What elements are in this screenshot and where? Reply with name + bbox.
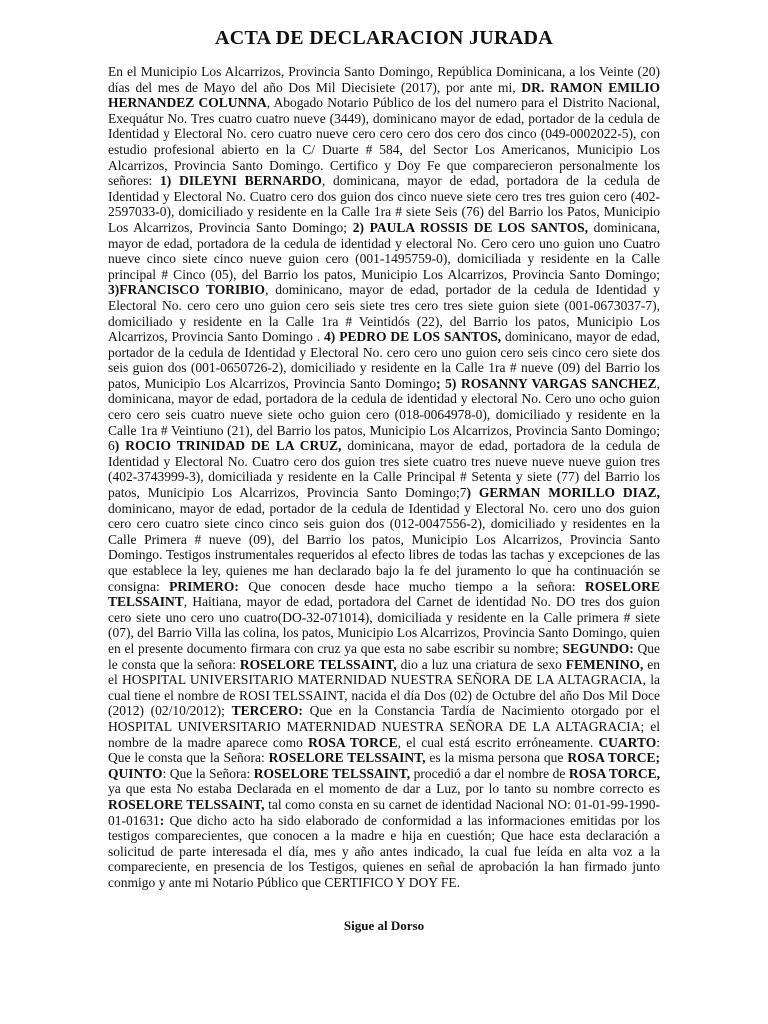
bold-text-segment: ROSELORE TELSSAINT <box>108 578 660 610</box>
bold-text-segment: ROSELORE TELSSAINT, <box>253 765 411 781</box>
bold-text-segment: 4) PEDRO DE LOS SANTOS, <box>324 329 502 345</box>
text-segment: , dominicana, mayor de edad, portadora de la cedula de identidad y electoral No. Cero uno ocho guion cero cero seis cuatro nueve siete ocho guion cero (018-0064978-0), domiciliado y residente en la Calle 1ra # Veintiuno (21), del Barrio los patos, Municipio Los Alcarrizos, Provincia Santo Domingo; 6 <box>108 375 660 454</box>
text-segment: En el Municipio Los Alcarrizos, Provincia Santo Domingo, República Dominicana, a los Veinte (20) días del mes de Mayo del año Dos Mil Diecisiete (2017), por ante mi, <box>108 64 660 95</box>
document-title: ACTA DE DECLARACION JURADA <box>214 27 553 49</box>
bold-text-segment: 2) PAULA ROSSIS DE LOS SANTOS, <box>352 219 588 235</box>
bold-text-segment: : <box>159 812 170 828</box>
text-segment: , el cual está escrito erróneamente. <box>397 734 599 750</box>
bold-text-segment: TERCERO: <box>231 703 303 719</box>
bold-text-segment: ROSELORE TELSSAINT, <box>108 796 265 812</box>
bold-text-segment: ROSA TORCE, <box>568 765 660 781</box>
text-segment: Que conocen desde hace mucho tiempo a la señora: <box>238 578 585 594</box>
text-segment: , Haitiana, mayor de edad, portadora del Carnet de identidad No. DO tres dos guion cero siete uno cero uno cuatro(DO-32-071014), domiciliada y residente en la Calle primera # siete (07), del Barrio Villa las colina, los patos, Municipio Los Alcarrizos, Provincia Santo Domingo, quien en el presente documento firmara con cruz ya que esta no sabe escribir su nombre; <box>108 594 660 656</box>
document-footer: Sigue al Dorso <box>343 918 425 933</box>
bold-text-segment: FEMENINO, <box>565 656 644 672</box>
text-segment: dominicana, mayor de edad, portadora de la cedula de identidad y electoral No. Cero cero uno guion uno Cuatro nueve cinco siete cinco nueve guion cero (001-1495759-0), domiciliada y residente en la Calle principal # Cinco (05), del Barrio los patos, Municipio Los Alcarrizos, Provincia Santo Domingo; <box>108 219 660 282</box>
text-segment: Que en la Constancia Tardía de Nacimiento otorgado por el HOSPITAL UNIVERSITARIO MATERNIDAD NUESTRA SEÑORA DE LA ALTAGRACIA; el nombre de la madre aparece como <box>108 703 660 750</box>
text-segment: procedió a dar el nombre de <box>410 765 569 781</box>
text-segment: , Abogado Notario Público de los del numero para el Distrito Nacional, Exequátur No. Tres cuatro cuatro nueve (3449), dominicano mayor de edad, portador de la cedula de Identidad y Electoral No. cero cuatro nueve cero cero cero dos cero dos cinco (049-0002022-5), con estudio profesional abierto en la C/ Duarte # 584, del Sector Los Americanos, Municipio Los Alcarrizos, Provincia Santo Domingo. Certifico y Doy Fe que comparecieron personalmente los señores: <box>108 95 661 189</box>
text-segment: Que dicho acto ha sido elaborado de conformidad a las informaciones emitidas por los testigos comparecientes, que conocen a la madre e hija en cuestión; Que hace esta declaración a solicitud de parte interesada el día, mes y año antes indicado, la cual fue leída en alta voz a la compareciente, en presencia de los Testigos, quienes en señal de aprobación la han firmado junto conmigo y ante mi Notario Público que CERTIFICO Y DOY FE. <box>108 812 660 890</box>
text-segment: es la misma persona que <box>425 750 568 766</box>
text-segment: ya que esta No estaba Declarada en el momento de dar a Luz, por lo tanto su nombre correcto es <box>108 781 660 797</box>
text-segment: en el HOSPITAL UNIVERSITARIO MATERNIDAD NUESTRA SEÑORA DE LA ALTAGRACIA, la cual tiene el nombre de ROSI TELSSAINT, nacida el día Dos (02) de Octubre del año Dos Mil Doce (2012) (02/10/2012); <box>108 656 661 719</box>
bold-text-segment: ROSA TORCE <box>308 734 398 750</box>
bold-text-segment: 1) DILEYNI BERNARDO <box>160 173 322 189</box>
text-segment: tal como consta en su carnet de identidad Nacional NO: 01-01-99-1990-01-01631 <box>108 796 660 828</box>
text-segment: dio a luz una criatura de sexo <box>396 656 566 672</box>
bold-text-segment: ) GERMAN MORILLO DIAZ, <box>466 485 660 501</box>
bold-text-segment: ROSELORE TELSSAINT, <box>239 656 397 672</box>
text-segment: Que le consta que la señora: <box>108 640 660 672</box>
bold-text-segment: DR. RAMON EMILIO HERNANDEZ COLUNNA <box>108 79 660 111</box>
text-segment: dominicano, mayor de edad, portador de la cedula de Identidad y Electoral No. cero cero uno guion cero seis cinco cero siete dos seis guion dos (001-0650726-2), domiciliado y residente en la Calle 1ra # nueve (09) del Barrio los patos, Municipio Los Alcarrizos, Provincia Santo Domingo <box>108 329 660 391</box>
text-segment: dominicana, mayor de edad, portadora de la cedula de Identidad y Electoral No. Cuatro cero dos guion tres siete cuatro tres nueve nueve nueve guion tres (402-3743999-3), domiciliada y residente en la Calle Principal # Setenta y siete (77) del Barrio los patos, Municipio Los Alcarrizos, Provincia Santo Domingo;7 <box>108 438 661 501</box>
bold-text-segment: ROSA TORCE; QUINTO <box>108 750 661 781</box>
text-segment: : Que la Señora: <box>162 765 254 781</box>
document-body <box>108 64 660 890</box>
bold-text-segment: 3)FRANCISCO TORIBIO <box>108 282 266 298</box>
bold-text-segment: SEGUNDO: <box>562 640 634 656</box>
bold-text-segment: ROSELORE TELSSAINT, <box>268 750 426 766</box>
text-segment: , dominicana, mayor de edad, portadora de la cedula de Identidad y Electoral No. Cuatro cero dos guion dos cinco nueve siete cero tres tres guion cero (402-2597033-0), domiciliado y residente en la Calle 1ra # siete Seis (76) del Barrio los Patos, Municipio Los Alcarrizos, Provincia Santo Domingo; <box>108 173 660 235</box>
bold-text-segment: PRIMERO: <box>169 578 239 594</box>
text-segment: : Que le consta que la Señora: <box>108 734 660 766</box>
bold-text-segment: CUARTO <box>598 734 657 750</box>
text-segment: , dominicano, mayor de edad, portador de la cedula de Identidad y Electoral No. cero cero uno guion cero seis siete tres cero tres siete guion siete (001-0673037-7), domiciliado y residente en la Calle 1ra # Veintidós (22), del Barrio los patos, Municipio Los Alcarrizos, Provincia Santo Domingo . <box>108 282 661 345</box>
text-segment: dominicano, mayor de edad, portador de la cedula de Identidad y Electoral No. cero uno dos guion cero cero cuatro siete cinco cinco seis guion dos (012-0047556-2), domiciliado y residentes en la Calle Primera # nueve (09), del Barrio los patos, Municipio Los Alcarrizos, Provincia Santo Domingo. Testigos instrumentales requeridos al efecto libres de todas las tachas y excepciones de las que establece la ley, quienes me han declarado bajo la fe del juramento lo que ha continuación se consigna: <box>108 500 660 594</box>
bold-text-segment: ; 5) ROSANNY VARGAS SANCHEZ <box>436 375 657 391</box>
bold-text-segment: ) ROCIO TRINIDAD DE LA CRUZ, <box>114 438 342 454</box>
